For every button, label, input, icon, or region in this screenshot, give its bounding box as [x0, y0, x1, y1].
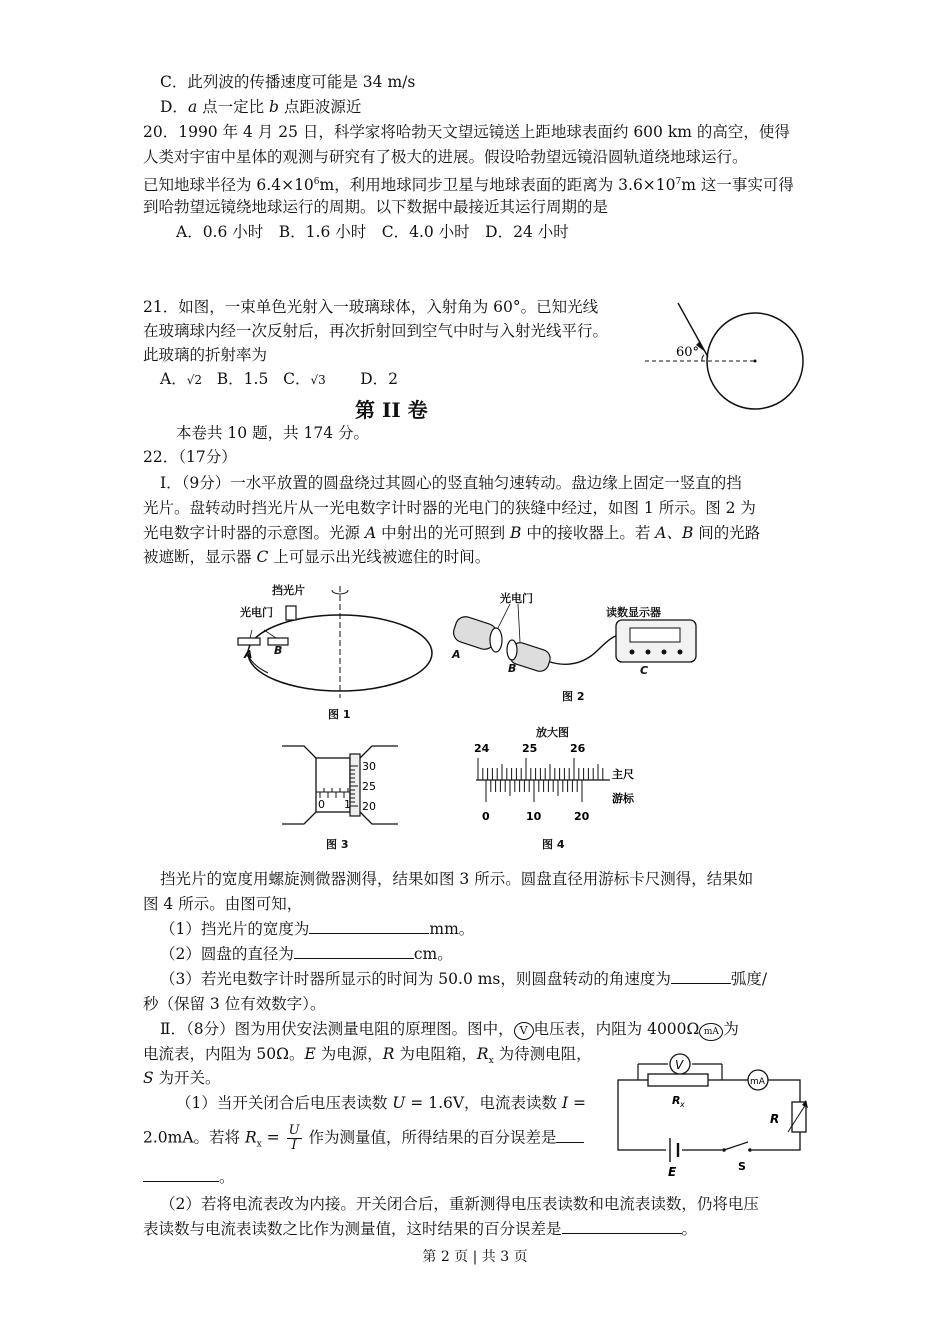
- fig2-display-label: 读数显示器: [606, 606, 661, 619]
- q22-sub2: （2）圆盘的直径为 cm。: [160, 945, 453, 963]
- svg-text:R: R: [672, 1094, 681, 1107]
- svg-text:游标: 游标: [612, 792, 634, 805]
- svg-text:x: x: [680, 1100, 685, 1109]
- figure-3-micrometer: [280, 740, 400, 830]
- q22-p1-line2: 光片。盘转动时挡光片从一光电数字计时器的光电门的狭缝中经过，如图 1 所示。图 2 为: [143, 499, 756, 517]
- q20-options: A．0.6 小时 B．1.6 小时 C．4.0 小时 D．24 小时: [176, 223, 569, 241]
- svg-text:30: 30: [362, 760, 376, 773]
- q20-line3: 已知地球半径为 $6.4\times 10^6m$，利用地球同步卫星与地球表面的距离为 $3.6\times 10^7m$ 这一事实可得: [143, 176, 794, 195]
- q22b-sub1-line2: 2.0mA。若将 $R_x$ = $\frac{U}{I}$ 作为测量值，所得结果的百分误差是: [143, 1124, 584, 1156]
- svg-text:1: 1: [344, 798, 351, 811]
- q22b-sub1: （1）当开关闭合后电压表读数 U = 1.6V，电流表读数 I =: [176, 1094, 587, 1112]
- fig2-gate-label: 光电门: [500, 592, 533, 605]
- fig2-label-b: B: [508, 662, 517, 675]
- q20-line2: 人类对宇宙中星体的观测与研究有了极大的进展。假设哈勃望远镜沿圆轨道绕地球运行。: [143, 148, 748, 166]
- svg-text:0: 0: [318, 798, 325, 811]
- fig1-caption: 图 1: [328, 708, 351, 721]
- fig1-label-b: B: [274, 644, 283, 657]
- svg-text:20: 20: [574, 810, 590, 823]
- fig1-gate-label: 光电门: [240, 606, 273, 619]
- q20-line4: 到哈勃望远镜绕地球运行的周期。以下数据中最接近其运行周期的是: [143, 198, 609, 216]
- part2-title: 第 II 卷: [355, 398, 428, 422]
- svg-text:R: R: [770, 1112, 780, 1126]
- svg-text:25: 25: [522, 742, 538, 755]
- svg-text:20: 20: [362, 800, 376, 813]
- fig2-caption: 图 2: [562, 690, 585, 703]
- q22b-line2: 电流表，内阻为 50Ω。E 为电源，R 为电阻箱，$R_x$ 为待测电阻，: [143, 1045, 592, 1067]
- q22-p1-line1: I．（9分）一水平放置的圆盘绕过其圆心的竖直轴匀速转动。盘边缘上固定一竖直的挡: [160, 474, 742, 492]
- figure-2-timer: [448, 590, 708, 690]
- figure-1-disc: [228, 578, 438, 718]
- circuit-diagram: [612, 1050, 812, 1190]
- svg-text:26: 26: [570, 742, 586, 755]
- fig1-shutter-label: 挡光片: [272, 584, 305, 597]
- q22-sub1: （1）挡光片的宽度为 mm。: [160, 920, 475, 938]
- q22b-line1: Ⅱ．（8分）图为用伏安法测量电阻的原理图。图中， V 电压表，内阻为 4000Ω mA 为: [160, 1018, 739, 1041]
- q21-glass-sphere-figure: [640, 295, 820, 415]
- q20-line1: 20．1990 年 4 月 25 日，科学家将哈勃天文望远镜送上距地球表面约 600 km 的高空，使得: [143, 123, 790, 141]
- q19-option-d: D．a 点一定比 b 点距波源近: [160, 98, 362, 116]
- svg-text:S: S: [738, 1160, 746, 1173]
- q21-line3: 此玻璃的折射率为: [143, 346, 268, 364]
- ammeter-symbol: mA: [699, 1023, 723, 1041]
- svg-text:10: 10: [526, 810, 542, 823]
- q21-options: A．√2 B．1.5 C．√3 D．2: [160, 370, 399, 388]
- q22b-sub1-line3: 。: [143, 1166, 235, 1188]
- q22-p2-line2: 图 4 所示。由图可知，: [143, 895, 303, 913]
- q22-p1-line4: 被遮断，显示器 C 上可显示出光线被遮住的时间。: [143, 548, 491, 566]
- q22-sub3: （3）若光电数字计时器所显示的时间为 50.0 ms，则圆盘转动的角速度为 弧度/: [160, 970, 768, 988]
- q22b-sub2-line1: （2）若将电流表改为内接。开关闭合后，重新测得电压表读数和电流表读数，仍将电压: [160, 1195, 759, 1213]
- q22-head: 22．（17分）: [143, 448, 237, 466]
- q22b-line3: S 为开关。: [143, 1069, 221, 1087]
- q22-sub3-line2: 秒（保留 3 位有效数字）。: [143, 995, 326, 1013]
- fig1-label-a: A: [244, 648, 253, 661]
- svg-text:0: 0: [482, 810, 490, 823]
- fig4-caption: 图 4: [542, 838, 565, 851]
- q22b-sub2-line2: 表读数与电流表读数之比作为测量值，这时结果的百分误差是 。: [143, 1220, 698, 1238]
- fig2-label-c: C: [640, 664, 649, 677]
- svg-text:25: 25: [362, 780, 376, 793]
- svg-text:24: 24: [474, 742, 490, 755]
- q22-p1-line3: 光电数字计时器的示意图。光源 A 中射出的光可照到 B 中的接收器上。若 A、B 间的光路: [143, 524, 761, 542]
- q21-angle-label: 60°: [676, 345, 700, 360]
- svg-text:E: E: [668, 1165, 677, 1179]
- fig2-label-a: A: [452, 648, 461, 661]
- fig4-title: 放大图: [536, 726, 569, 739]
- q21-line2: 在玻璃球内经一次反射后，再次折射回到空气中时与入射光线平行。: [143, 322, 609, 340]
- figure-4-vernier: [470, 740, 670, 830]
- voltmeter-symbol: V: [514, 1022, 534, 1040]
- svg-text:主尺: 主尺: [612, 768, 634, 781]
- svg-text:V: V: [675, 1058, 684, 1072]
- part2-desc: 本卷共 10 题，共 174 分。: [176, 424, 370, 442]
- fig3-caption: 图 3: [326, 838, 349, 851]
- svg-text:mA: mA: [750, 1077, 765, 1087]
- q19-option-c: C．此列波的传播速度可能是 34 m/s: [160, 73, 416, 91]
- q21-line1: 21．如图，一束单色光射入一玻璃球体，入射角为 60°。已知光线: [143, 298, 599, 316]
- q22-p2-line1: 挡光片的宽度用螺旋测微器测得，结果如图 3 所示。圆盘直径用游标卡尺测得，结果如: [160, 870, 754, 888]
- page-footer: 第 2 页 | 共 3 页: [422, 1249, 528, 1265]
